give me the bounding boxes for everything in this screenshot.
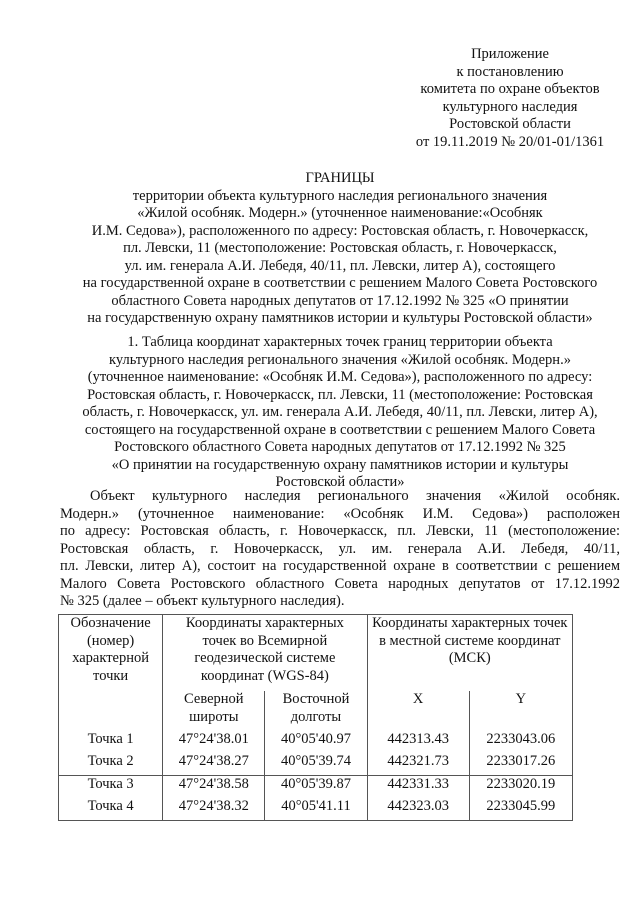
- cell-y: 2233017.26: [469, 753, 572, 776]
- title-line: на государственной охране в соответствии с решением Малого Совета Ростовского: [82, 275, 598, 291]
- section-line: Ростовской области»: [275, 474, 405, 490]
- table-row: [59, 776, 573, 799]
- paragraph-line: Объект культурного наследия регионального значения «Жилой особняк.: [90, 488, 620, 504]
- approval-line: Приложение: [471, 46, 549, 62]
- cell-y: 2233020.19: [469, 776, 572, 799]
- title-line: пл. Левски, 11 (местоположение: Ростовская область, г. Новочеркасск,: [123, 240, 557, 256]
- paragraph-line: Модерн.» (уточненное наименование: «Особняк И.М. Седова») расположен: [60, 505, 620, 522]
- header-designation-cont: [59, 691, 163, 731]
- section-line: «О принятии на государственную охрану памятников истории и культуры: [111, 456, 569, 473]
- approval-line: от 19.11.2019 № 20/01-01/1361: [415, 133, 605, 150]
- paragraph-line: Малого Совета Ростовского областного Совета народных депутатов от 17.12.1992: [60, 575, 620, 592]
- section-1-heading: [60, 334, 620, 492]
- cell-lon: 40°05'40.97: [265, 731, 367, 753]
- section-line: область, г. Новочеркасск, ул. им. генерала А.И. Лебедя, 40/11, пл. Левски, литер А),: [82, 404, 598, 420]
- table-subheader-row: [59, 691, 573, 731]
- title-line: ул. им. генерала А.И. Лебедя, 40/11, пл. Левски, литер А), состоящего: [124, 257, 556, 274]
- cell-y: 2233043.06: [469, 731, 572, 753]
- cell-lon: 40°05'39.74: [265, 753, 367, 776]
- cell-point: Точка 3: [59, 776, 163, 799]
- header-x: X: [367, 691, 469, 731]
- paragraph-line: № 325 (далее – объект культурного наследия).: [60, 593, 345, 609]
- header-north: Северной широты: [163, 691, 265, 731]
- section-line: состоящего на государственной охране в соответствии с решением Малого Совета: [84, 421, 596, 438]
- approval-block: [395, 46, 625, 151]
- paragraph-line: по адресу: Ростовская область, г. Новочеркасск, пл. Левски, 11 (местоположение:: [60, 523, 620, 539]
- table-row: [59, 731, 573, 753]
- approval-line: комитета по охране объектов: [420, 81, 600, 97]
- section-line: культурного наследия регионального значения «Жилой особняк. Модерн.»: [109, 351, 571, 368]
- section-line: (уточненное наименование: «Особняк И.М. Седова»), расположенного по адресу:: [87, 369, 593, 385]
- cell-x: 442313.43: [367, 731, 469, 753]
- table-row: [59, 798, 573, 821]
- cell-lon: 40°05'41.11: [265, 798, 367, 821]
- title-line: территории объекта культурного наследия регионального значения: [132, 187, 548, 204]
- approval-line: к постановлению: [456, 63, 564, 80]
- approval-line: культурного наследия: [442, 98, 578, 115]
- cell-point: Точка 4: [59, 798, 163, 821]
- header-msk: Координаты характерных точек в местной системе координат (МСК): [367, 615, 572, 692]
- object-description: [60, 488, 620, 611]
- cell-lat: 47°24'38.58: [163, 776, 265, 799]
- paragraph-line: Ростовская область, г. Новочеркасск, ул. им. генерала А.И. Лебедя, 40/11,: [60, 540, 620, 557]
- cell-x: 442323.03: [367, 798, 469, 821]
- cell-point: Точка 2: [59, 753, 163, 776]
- header-east: Восточной долготы: [265, 691, 367, 731]
- title-line: «Жилой особняк. Модерн.» (уточненное наименование:«Особняк: [137, 205, 543, 221]
- header-designation: Обозначение (номер) характерной точки: [59, 615, 163, 692]
- section-line: Ростовская область, г. Новочеркасск, пл. Левски, 11 (местоположение: Ростовская: [87, 386, 593, 403]
- cell-x: 442331.33: [367, 776, 469, 799]
- cell-lat: 47°24'38.32: [163, 798, 265, 821]
- cell-x: 442321.73: [367, 753, 469, 776]
- title-line: областного Совета народных депутатов от 17.12.1992 № 325 «О принятии: [111, 292, 569, 309]
- header-y: Y: [469, 691, 572, 731]
- table-header-row: [59, 615, 573, 692]
- coordinates-table: [58, 614, 573, 821]
- cell-lon: 40°05'39.87: [265, 776, 367, 799]
- cell-point: Точка 1: [59, 731, 163, 753]
- title-line: на государственную охрану памятников истории и культуры Ростовской области»: [87, 310, 593, 326]
- section-line: 1. Таблица координат характерных точек границ территории объекта: [127, 334, 553, 350]
- title-line: И.М. Седова»), расположенного по адресу: Ростовская область, г. Новочеркасск,: [91, 222, 589, 239]
- paragraph-line: пл. Левски, литер А), состоит на государственной охране в соответствии с решением: [60, 558, 620, 574]
- title-heading: ГРАНИЦЫ: [305, 170, 375, 186]
- table-row: [59, 753, 573, 776]
- cell-y: 2233045.99: [469, 798, 572, 821]
- section-line: Ростовского областного Совета народных депутатов от 17.12.1992 № 325: [114, 439, 566, 455]
- header-wgs: Координаты характерных точек во Всемирной геодезической системе координат (WGS-84): [163, 615, 367, 692]
- approval-line: Ростовской области: [449, 116, 571, 132]
- cell-lat: 47°24'38.27: [163, 753, 265, 776]
- cell-lat: 47°24'38.01: [163, 731, 265, 753]
- document-title: [60, 170, 620, 328]
